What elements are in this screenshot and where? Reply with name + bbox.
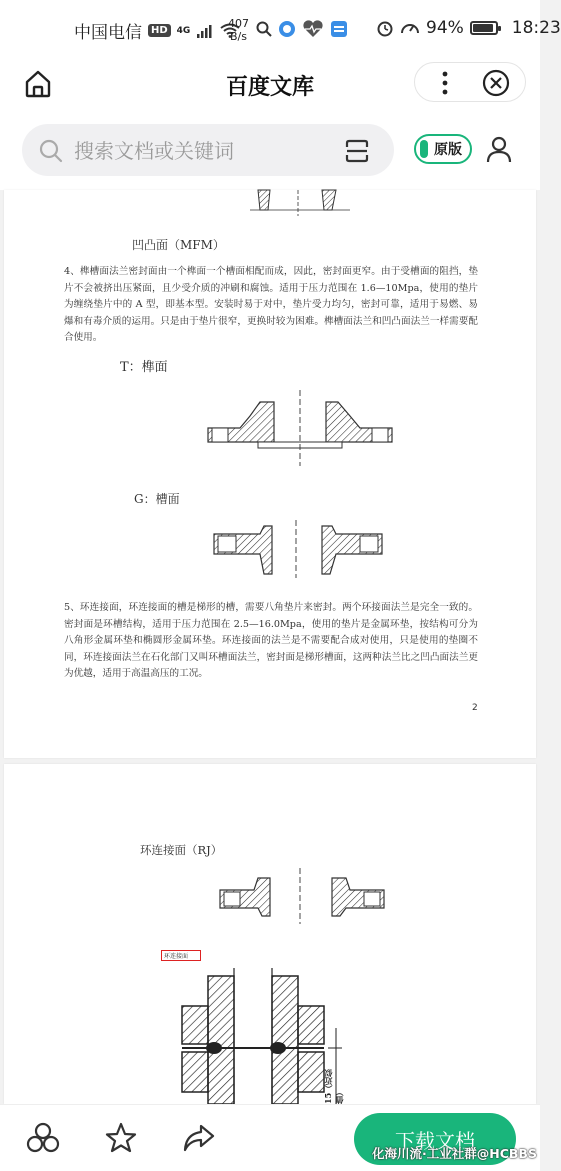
status-bar bbox=[0, 0, 561, 62]
status-right bbox=[376, 18, 561, 38]
forward-icon[interactable] bbox=[182, 1121, 216, 1155]
hd-badge: HD bbox=[148, 24, 171, 37]
caption-tongue: T：榫面 bbox=[120, 360, 168, 375]
battery-fill bbox=[473, 24, 494, 32]
app-badge-icon bbox=[330, 20, 348, 38]
search-status-icon bbox=[256, 21, 272, 37]
document-page-2 bbox=[4, 764, 536, 1104]
caption-groove: G：槽面 bbox=[134, 492, 180, 506]
more-icon[interactable] bbox=[437, 69, 453, 97]
user-icon[interactable] bbox=[484, 134, 514, 164]
status-notification-icons bbox=[256, 20, 348, 38]
tongue-flange-drawing bbox=[202, 390, 398, 466]
mfm-flange-drawing bbox=[250, 190, 350, 216]
page-title: 百度文库 bbox=[225, 75, 314, 100]
search-row bbox=[0, 112, 540, 190]
ring-joint-assembly-drawing bbox=[154, 968, 384, 1104]
search-icon bbox=[38, 138, 64, 164]
page-number: 2 bbox=[472, 703, 478, 713]
paragraph-tongue-groove: 4、榫槽面法兰密封面由一个榫面一个槽面相配而成，因此，密封面更窄。由于受槽面的阻挡，垫片不会被挤出压紧面，且少受介质的冲刷和腐蚀。适用于压力范围在 1.6—10Mpa，使用的垫片为缠绕垫片中的 A 型，即基本型。安装时易于对中，垫片受力均匀，密封可靠，适用于易燃、易爆和有毒介质的运用。只是由于垫片很窄，更换时较为困难。榫槽面法兰和凹凸面法兰一样需要配合使用。 bbox=[64, 266, 478, 343]
battery-icon bbox=[470, 21, 498, 35]
health-icon bbox=[302, 20, 324, 38]
battery-percent: 94% bbox=[426, 18, 464, 38]
net-speed-value: 407 bbox=[228, 17, 249, 30]
search-box[interactable] bbox=[22, 124, 394, 176]
paragraph-ring-joint: 5、环连接面，环连接面的槽是梯形的槽，需要八角垫片来密封。两个环接面法兰是完全一致的。密封面是环槽结构，适用于压力范围在 2.5—16.0Mpa，使用的垫片是金属环垫，按结构可分为八角形金属环垫和椭圆形金属环垫。环连接面的法兰是不需要配合成对使用，只是使用的垫圈不同，环连接面法兰在石化部门又叫环槽面法兰，密封面是梯形槽面，这两种法兰比之凹凸面法兰更为优越，适用于高温高压的工况。 bbox=[64, 602, 478, 679]
document-page-1 bbox=[4, 190, 536, 758]
status-left bbox=[74, 18, 240, 43]
star-icon[interactable] bbox=[104, 1121, 138, 1155]
share-circle-icon[interactable] bbox=[26, 1121, 60, 1155]
toggle-knob bbox=[420, 140, 428, 158]
toggle-label: 原版 bbox=[434, 142, 462, 158]
original-toggle[interactable] bbox=[414, 134, 472, 164]
groove-flange-drawing bbox=[208, 520, 388, 578]
signal-icon bbox=[196, 24, 214, 38]
download-document-button[interactable]: 下载文档 bbox=[354, 1113, 516, 1165]
alarm-icon bbox=[376, 19, 394, 37]
app-header bbox=[0, 62, 540, 112]
speedometer-icon bbox=[400, 19, 420, 37]
watermark: 化海川流·工业社群@HCBBS bbox=[372, 1146, 537, 1161]
carrier-label: 中国电信 bbox=[74, 23, 142, 43]
network-label: 4G bbox=[176, 25, 191, 36]
close-icon[interactable] bbox=[481, 68, 511, 98]
net-speed bbox=[228, 17, 249, 43]
caption-ring-joint: 环连接面（RJ） bbox=[140, 843, 223, 857]
ring-joint-highlight-label: 环连接面 bbox=[161, 950, 201, 961]
app-swirl-icon bbox=[278, 20, 296, 38]
net-speed-unit: B/s bbox=[230, 30, 247, 43]
mini-program-capsule bbox=[414, 62, 526, 102]
search-input[interactable] bbox=[72, 134, 336, 168]
gap-dimension-label: 15（近似值） bbox=[323, 1068, 344, 1104]
clock: 18:23 bbox=[511, 18, 561, 38]
scan-icon[interactable] bbox=[344, 138, 370, 164]
ring-joint-flange-drawing bbox=[214, 868, 390, 924]
caption-mfm: 凹凸面（MFM） bbox=[132, 238, 225, 252]
